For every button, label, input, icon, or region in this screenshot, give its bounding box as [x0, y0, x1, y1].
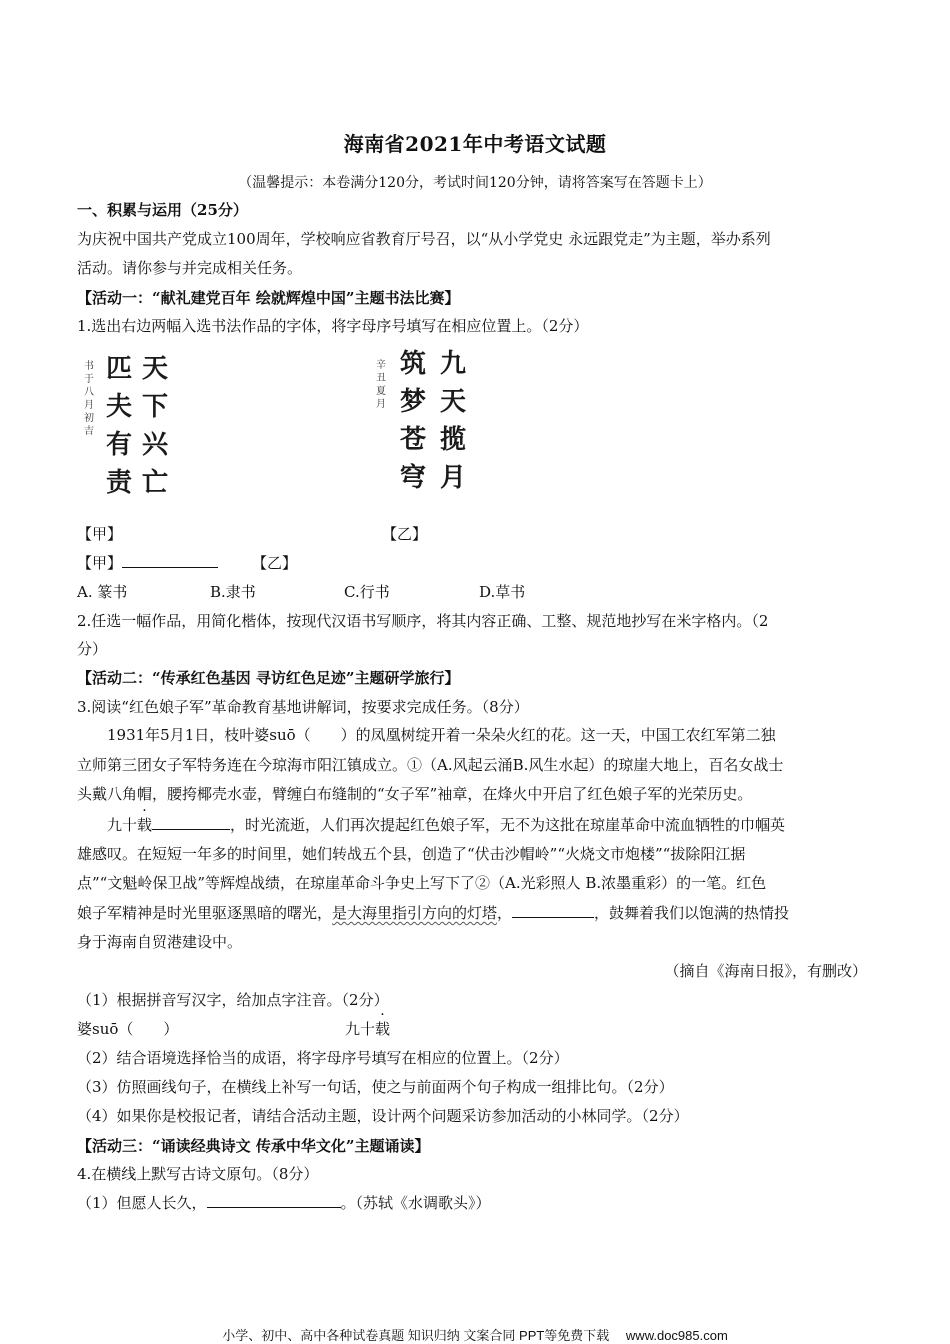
answer-jia-label: 【甲】: [77, 554, 123, 572]
page-title: 海南省2021年中考语文试题: [343, 132, 607, 156]
sub-question-2: （2）结合语境选择恰当的成语，将字母序号填写在相应的位置上。（2分）: [77, 1049, 569, 1067]
question-2-line-2: 分）: [77, 640, 108, 658]
passage-source: （摘自《海南日报》，有删改）: [664, 962, 867, 980]
calligraphy-yi-col-2-text: 筑梦苍穹: [399, 349, 426, 493]
question-4: 4.在横线上默写古诗文原句。（8分）: [77, 1165, 319, 1183]
q4-1-post: 。（苏轼《水调歌头》）: [340, 1194, 491, 1212]
question-2-line-1: 2.任选一幅作品，用简化楷体，按现代汉语书写顺序，将其内容正确、工整、规范地抄写在米字格内。（2: [77, 612, 769, 630]
activity-3-heading: 【活动三：“诵读经典诗文 传承中华文化”主题诵读】: [77, 1137, 430, 1155]
label-jia: 【甲】: [77, 525, 123, 543]
calligraphy-yi-col-2: [396, 345, 430, 497]
passage-p2-line-1: [77, 815, 907, 835]
calligraphy-jia-col-2: [102, 350, 136, 502]
option-b: B.隶书: [210, 583, 256, 601]
intro-line-1: 为庆祝中国共产党成立100周年，学校响应省教育厅号召，以“从小学党史 永远跟党走”为主题，举办系列: [77, 230, 771, 248]
calligraphy-yi-col-1: [436, 345, 470, 497]
q4-1-blank[interactable]: [207, 1193, 341, 1208]
answer-line-q1: [77, 553, 877, 573]
intro-line-2: 活动。请你参与并完成相关任务。: [77, 259, 303, 277]
underlined-sentence: 是大海里指引方向的灯塔: [332, 904, 498, 922]
p2-blank-2[interactable]: [512, 903, 594, 918]
option-c: C.行书: [344, 583, 390, 601]
passage-p2-line-3: 点”“文魁岭保卫战”等辉煌战绩，在琼崖革命斗争史上写下了②（A.光彩照人 B.浓墨重彩）的一笔。红色: [77, 874, 767, 892]
passage-p1-line-3: 头戴八角帽，腰挎椰壳水壶，臂缠白布缝制的“女子军”袖章，在烽火中开启了红色娘子军的光荣历史。: [77, 785, 753, 803]
option-a: A. 篆书: [77, 583, 128, 601]
section-heading: 一、积累与运用（25分）: [77, 201, 248, 219]
p2d-text-mid: ，: [497, 904, 513, 922]
p2d-text-pre: 娘子军精神是时光里驱逐黑暗的曙光，: [77, 904, 333, 922]
passage-p2-line-2: 雄感叹。在短短一年多的时间里，她们转战五个县，创造了“伏击沙帽岭”“火烧文市炮楼”“拔除阳江据: [77, 845, 746, 863]
sub1-dotted-char: 载: [375, 1020, 391, 1038]
page-footer: 小学、初中、高中各种试卷真题 知识归纳 文案合同 PPT等免费下载 www.doc985.com: [222, 1328, 728, 1343]
sub-question-3: （3）仿照画线句子，在横线上补写一句话，使之与前面两个句子构成一组排比句。（2分）: [77, 1078, 674, 1096]
sub1-answer-a: 婆suō（ ）: [77, 1020, 179, 1038]
question-3: 3.阅读“红色娘子军”革命教育基地讲解词，按要求完成任务。（8分）: [77, 698, 529, 716]
activity-2-heading: 【活动二：“传承红色基因 寻访红色足迹”主题研学旅行】: [77, 669, 460, 687]
q4-1-pre: （1）但愿人长久，: [77, 1194, 207, 1212]
calligraphy-jia: [78, 350, 178, 500]
calligraphy-jia-col-1-text: 天下兴亡: [141, 354, 168, 498]
passage-p1-line-1: 1931年5月1日，枝叶婆suō（ ）的凤凰树绽开着一朵朵火红的花。这一天，中国工农红军第二独: [107, 726, 776, 744]
options-q1: [77, 582, 877, 602]
question-1: 1.选出右边两幅入选书法作品的字体，将字母序号填写在相应位置上。（2分）: [77, 317, 589, 335]
sub-question-1-answers: [77, 1019, 877, 1039]
calligraphy-jia-col-2-text: 匹夫有责: [105, 354, 132, 498]
p2-text-post: ，时光流逝，人们再次提起红色娘子军，无不为这批在琼崖革命中流血牺牲的巾帼英: [230, 816, 786, 834]
p2-dotted-char: 载: [137, 816, 153, 834]
passage-p2-line-5: 身于海南自贸港建设中。: [77, 933, 243, 951]
sub-question-4: （4）如果你是校报记者，请结合活动主题，设计两个问题采访参加活动的小林同学。（2分）: [77, 1107, 689, 1125]
calligraphy-jia-inscription: 书于八月初吉: [84, 361, 94, 437]
sub1-answer-b: [345, 1019, 390, 1039]
sub-question-1: （1）根据拼音写汉字，给加点字注音。（2分）: [77, 991, 389, 1009]
p2d-text-post: ，鼓舞着我们以饱满的热情投: [594, 904, 790, 922]
option-d: D.草书: [479, 583, 526, 601]
sub1-answer-b-pre: 九十: [345, 1020, 376, 1038]
answer-yi-label: 【乙】: [252, 554, 298, 572]
calligraphy-jia-col-1: [138, 350, 172, 502]
calligraphy-yi-inscription: 辛丑夏月: [376, 360, 386, 410]
passage-p1-line-2: 立师第三团女子军特务连在今琼海市阳江镇成立。①（A.风起云涌B.风生水起）的琼崖大地上，百名女战士: [77, 756, 784, 774]
exam-tip: （温馨提示：本卷满分120分，考试时间120分钟，请将答案写在答题卡上）: [238, 175, 712, 191]
activity-1-heading: 【活动一：“献礼建党百年 绘就辉煌中国”主题书法比赛】: [77, 289, 460, 307]
calligraphy-yi-col-1-text: 九天揽月: [439, 349, 466, 493]
question-4-1: [77, 1193, 877, 1213]
p2-text-pre: 九十: [107, 816, 138, 834]
artwork-labels: [77, 524, 877, 544]
label-yi: 【乙】: [382, 525, 428, 543]
answer-jia-blank[interactable]: [122, 553, 218, 568]
calligraphy-yi: [368, 345, 478, 495]
passage-p2-line-4: [77, 903, 877, 923]
p2-blank-1[interactable]: [152, 815, 230, 830]
